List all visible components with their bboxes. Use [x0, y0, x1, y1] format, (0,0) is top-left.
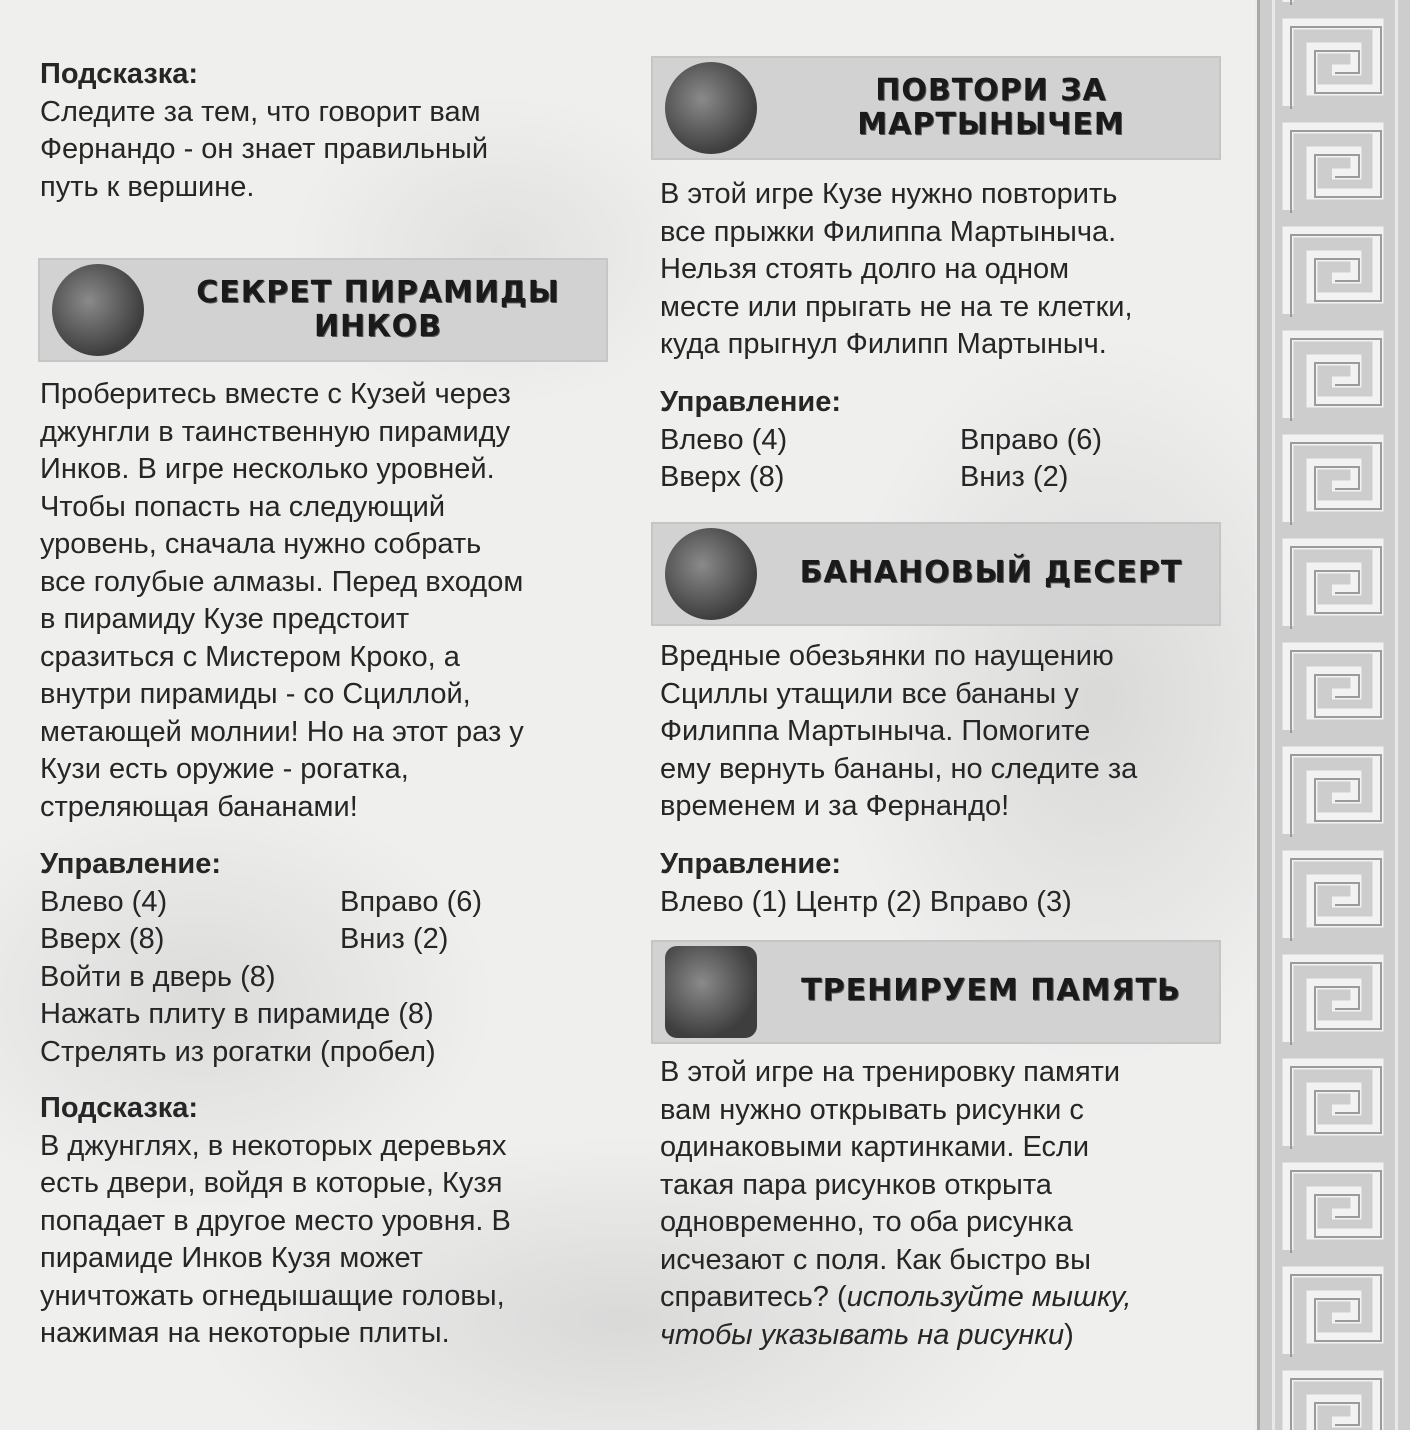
body-line: одновременно, то оба рисунка: [660, 1206, 1073, 1238]
body-line: Проберитесь вместе с Кузей через: [40, 378, 511, 410]
banana-description: [660, 638, 1240, 826]
control-up: Вверх (8): [660, 461, 785, 493]
hint-line: уничтожать огнедышащие головы,: [40, 1279, 505, 1312]
kuzya-character-icon: [665, 62, 757, 154]
section-banner-repeat: [651, 56, 1221, 160]
body-line: сразиться с Мистером Кроко, а: [40, 640, 460, 673]
body-line: все прыжки Филиппа Мартыныча.: [660, 215, 1117, 248]
italic-note: чтобы указывать на рисунки: [660, 1318, 1065, 1351]
control-left: Влево (4): [660, 423, 788, 456]
body-line: Инков. В игре несколько уровней.: [40, 453, 495, 485]
memory-description: [660, 1054, 1240, 1354]
section-title-line: СЕКРЕТ ПИРАМИДЫ: [196, 275, 560, 310]
control-right: Вправо (6): [960, 423, 1103, 456]
section-banner-banana: [651, 522, 1221, 626]
section-title: ТРЕНИРУЕМ ПАМЯТЬ: [801, 973, 1181, 1008]
inca-description: [40, 376, 620, 826]
hint-line: В джунглях, в некоторых деревьях: [40, 1129, 507, 1162]
controls-title: Управление:: [40, 848, 222, 880]
control-down: Вниз (2): [340, 923, 449, 955]
body-line: Сциллы утащили все бананы у: [660, 677, 1079, 710]
section-banner-inca-pyramid: [38, 258, 608, 362]
hint-title: Подсказка:: [40, 1092, 199, 1124]
body-line: исчезают с поля. Как быстро вы: [660, 1243, 1091, 1276]
hint-line: есть двери, войдя в которые, Кузя: [40, 1167, 503, 1199]
section-title: [771, 74, 1211, 142]
repeat-controls: [660, 384, 1240, 497]
section-title: БАНАНОВЫЙ ДЕСЕРТ: [799, 555, 1183, 590]
memory-cards-icon: [665, 946, 757, 1038]
inca-idol-icon: [52, 264, 144, 356]
body-line: внутри пирамиды - со Сциллой,: [40, 678, 471, 710]
controls-title: Управление:: [660, 848, 842, 880]
hint-title: Подсказка:: [40, 58, 199, 90]
italic-note: используйте мышку,: [846, 1281, 1132, 1313]
body-line: Вредные обезьянки по наущению: [660, 640, 1114, 672]
repeat-description: [660, 176, 1240, 364]
body-line: одинаковыми картинками. Если: [660, 1131, 1090, 1163]
body-line: куда прыгнул Филипп Мартыныч.: [660, 328, 1107, 360]
body-line: Нельзя стоять долго на одном: [660, 253, 1070, 285]
text-part: ): [1064, 1318, 1074, 1351]
banana-dessert-icon: [665, 528, 757, 620]
body-line: Чтобы попасть на следующий: [40, 490, 446, 523]
controls-grid: [40, 884, 620, 959]
body-line: [660, 1279, 1240, 1317]
body-line: месте или прыгать не на те клетки,: [660, 290, 1133, 323]
greek-key-border: [1257, 0, 1410, 1430]
body-line: В этой игре на тренировку памяти: [660, 1056, 1121, 1088]
body-line: В этой игре Кузе нужно повторить: [660, 178, 1118, 210]
control-right: Вправо (6): [340, 885, 483, 918]
body-line: [660, 1317, 1240, 1355]
control-shoot: Стрелять из рогатки (пробел): [40, 1035, 436, 1068]
meander-pattern: [1260, 0, 1410, 1430]
section-title-line: ПОВТОРИ ЗА: [875, 73, 1107, 108]
control-down: Вниз (2): [960, 461, 1069, 493]
body-line: ему вернуть бананы, но следите за: [660, 752, 1138, 785]
section-title: [158, 276, 598, 344]
section-title-line: ИНКОВ: [313, 309, 443, 344]
body-line: временем и за Фернандо!: [660, 790, 1010, 822]
controls-line: Влево (1) Центр (2) Вправо (3): [660, 885, 1072, 918]
hint-line: путь к вершине.: [40, 170, 255, 203]
text-part: справитесь? (: [660, 1281, 847, 1313]
body-line: все голубые алмазы. Перед входом: [40, 565, 524, 598]
banana-controls: [660, 846, 1240, 921]
control-plate: Нажать плиту в пирамиде (8): [40, 998, 434, 1030]
control-door: Войти в дверь (8): [40, 960, 276, 993]
section-banner-memory: [651, 940, 1221, 1044]
body-line: уровень, сначала нужно собрать: [40, 528, 482, 560]
body-line: вам нужно открывать рисунки с: [660, 1093, 1084, 1126]
body-line: джунгли в таинственную пирамиду: [40, 415, 511, 448]
controls-title: Управление:: [660, 386, 842, 418]
hint-line: Фернандо - он знает правильный: [40, 133, 489, 165]
body-line: в пирамиду Кузе предстоит: [40, 603, 410, 635]
control-left: Влево (4): [40, 885, 168, 918]
body-line: Кузи есть оружие - рогатка,: [40, 753, 409, 785]
hint-line: пирамиде Инков Кузя может: [40, 1242, 423, 1274]
hint-line: попадает в другое место уровня. В: [40, 1204, 511, 1237]
controls-grid: [660, 422, 1240, 497]
body-line: метающей молнии! Но на этот раз у: [40, 715, 524, 748]
body-line: такая пара рисунков открыта: [660, 1168, 1052, 1201]
body-line: стреляющая бананами!: [40, 790, 358, 823]
hint-line: Следите за тем, что говорит вам: [40, 95, 481, 128]
hint-line: нажимая на некоторые плиты.: [40, 1317, 450, 1349]
control-up: Вверх (8): [40, 923, 165, 955]
left-column: [40, 56, 620, 206]
inca-hint: [40, 1090, 620, 1353]
body-line: Филиппа Мартыныча. Помогите: [660, 715, 1091, 747]
inca-controls: [40, 846, 620, 1071]
section-title-line: МАРТЫНЫЧЕМ: [857, 107, 1125, 142]
